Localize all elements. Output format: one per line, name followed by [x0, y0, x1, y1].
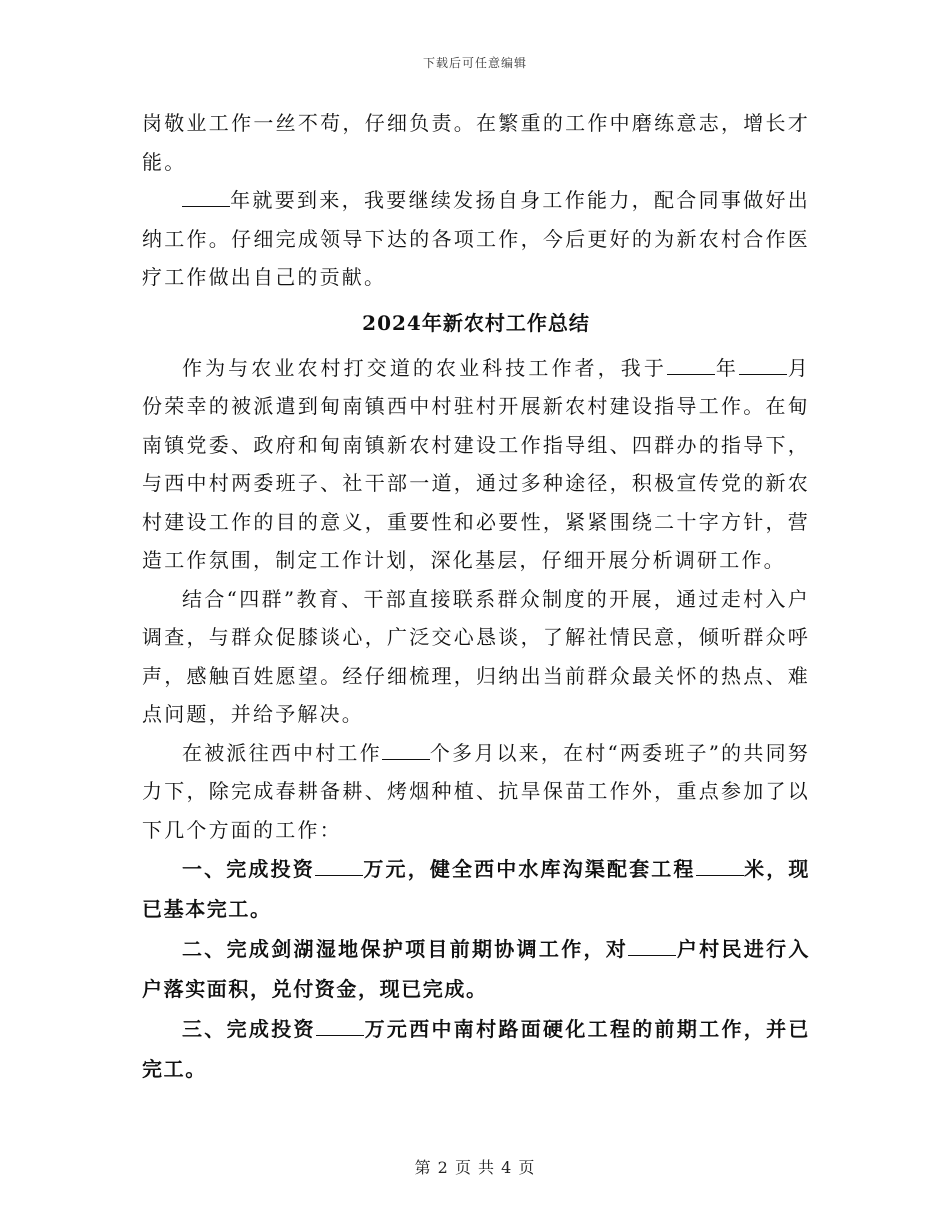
paragraph-text: 二、完成剑湖湿地保护项目前期协调工作，对 — [182, 937, 629, 961]
blank-line — [696, 857, 744, 876]
blank-line — [315, 857, 363, 876]
paragraph-text: 个多月以来，在村“两委班子”的共同努力下，除完成春耕备耕、烤烟种植、抗旱保苗工作外，重点参加了以下几个方面的工作： — [142, 740, 810, 842]
paragraph-text: 年就要到来，我要继续发扬自身工作能力，配合同事做好出纳工作。仔细完成领导下达的各项工作，今后更好的为新农村合作医疗工作做出自己的贡献。 — [142, 188, 810, 289]
document-body — [142, 104, 810, 1089]
blank-line — [182, 188, 230, 207]
blank-line — [316, 1017, 364, 1036]
blank-line — [382, 741, 430, 760]
paragraph-text: 户村民进行入户落实面积，兑付资金，现已完成。 — [142, 937, 811, 1001]
blank-line — [667, 356, 715, 375]
document-title: 2024年新农村工作总结 — [362, 310, 590, 335]
paragraph-text: 米，现已基本完工。 — [142, 857, 810, 921]
paragraph-text: 三、完成投资 — [182, 1017, 316, 1041]
paragraph-text: 万元西中南村路面硬化工程的前期工作，并已完工。 — [142, 1017, 811, 1081]
work-item-1 — [142, 849, 810, 929]
paragraph-text: 年 — [714, 355, 739, 380]
header-note: 下载后可任意编辑 — [422, 56, 527, 70]
paragraph-text: 一、完成投资 — [182, 857, 315, 881]
paragraph-four-groups: 结合“四群”教育、干部直接联系群众制度的开展，通过走村入户调查，与群众促膝谈心，广泛交心恳谈，了解社情民意，倾听群众呼声，感触百姓愿望。经仔细梳理，归纳出当前群众最关怀的热点、难点问题，并给予解决。 — [142, 586, 810, 726]
paragraph-continued: 岗敬业工作一丝不苟，仔细负责。在繁重的工作中磨练意志，增长才能。 — [142, 111, 810, 174]
paragraph-new-year — [142, 181, 810, 297]
blank-line — [628, 937, 676, 956]
paragraph-text: 万元，健全西中水库沟渠配套工程 — [362, 857, 696, 881]
paragraph-text: 在被派往西中村工作 — [182, 740, 382, 765]
paragraph-text: 月份荣幸的被派遣到甸南镇西中村驻村开展新农村建设指导工作。在甸南镇党委、政府和甸南镇新农村建设工作指导组、四群办的指导下，与西中村两委班子、社干部一道，通过多种途径，积极宣传党的新农村建设工作的目的意义，重要性和必要性，紧紧围绕二十字方针，营造工作氛围，制定工作计划，深化基层，仔细开展分析调研工作。 — [142, 355, 810, 572]
work-item-2 — [142, 929, 810, 1009]
work-item-3 — [142, 1009, 810, 1089]
paragraph-intro — [142, 349, 810, 580]
blank-line — [739, 356, 787, 375]
paragraph-text: 作为与农业农村打交道的农业科技工作者，我于 — [182, 355, 667, 380]
paragraph-work-overview — [142, 734, 810, 850]
page-number: 第 2 页 共 4 页 — [414, 1158, 536, 1177]
